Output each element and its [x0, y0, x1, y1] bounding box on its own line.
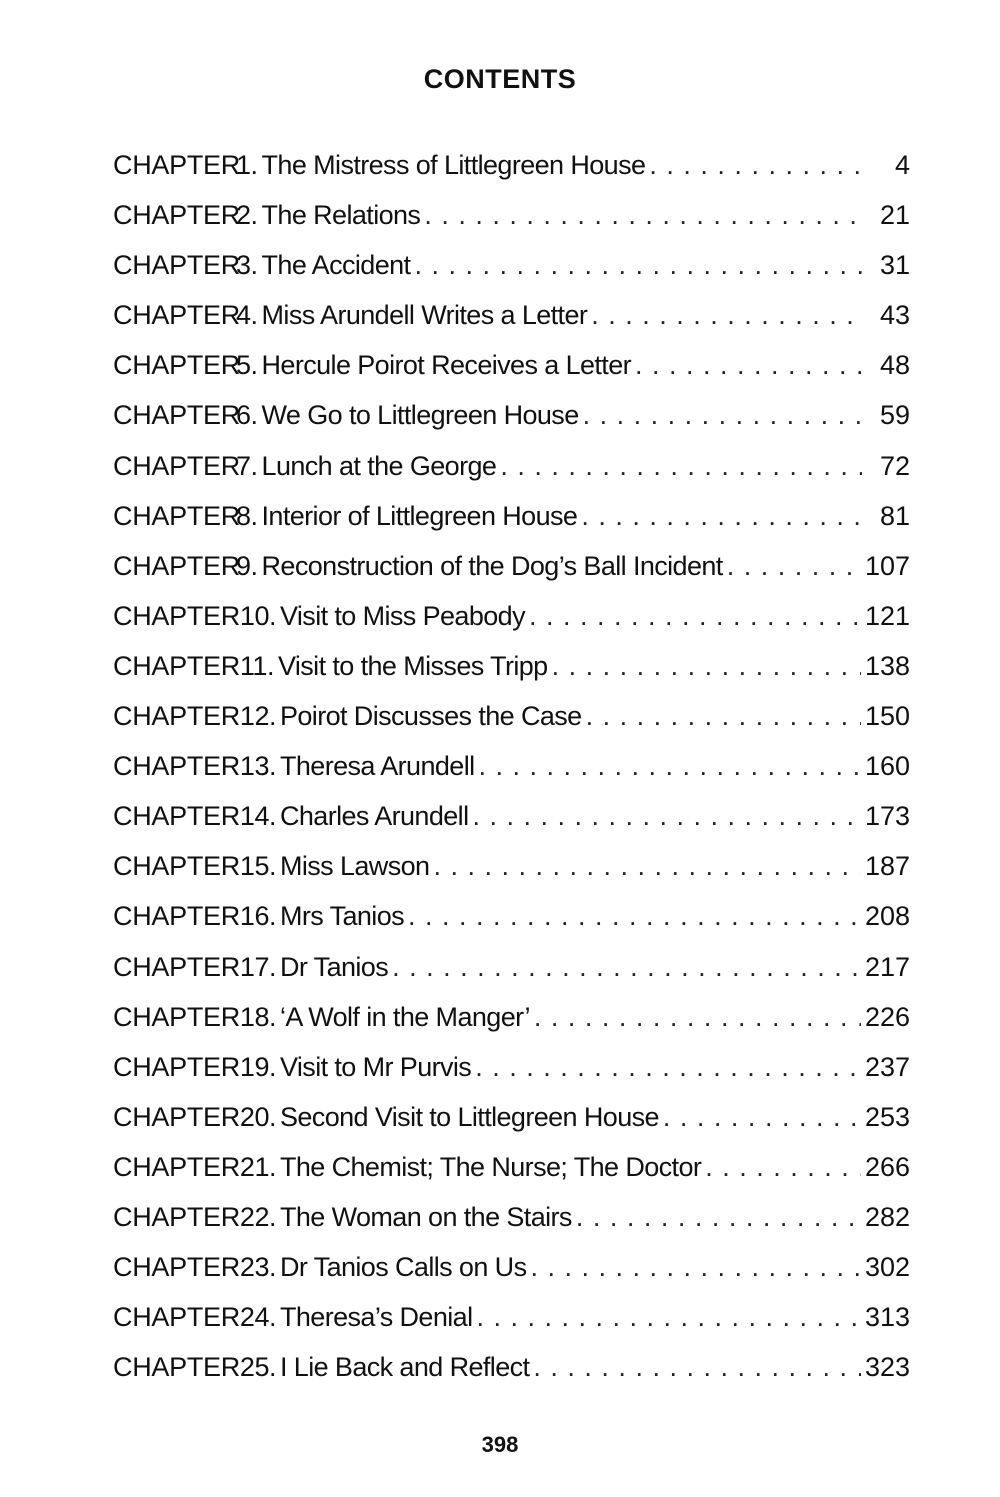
chapter-page-number: 160 — [864, 751, 910, 782]
chapter-title: Hercule Poirot Receives a Letter — [261, 350, 632, 381]
chapter-label: CHAPTER — [113, 250, 240, 281]
chapter-page-number: 121 — [864, 600, 910, 631]
dot-leader — [534, 992, 861, 1042]
chapter-page-number: 21 — [879, 200, 910, 231]
chapter-number: 5. — [236, 350, 258, 381]
chapter-number: 3. — [236, 250, 258, 281]
chapter-page-number: 237 — [864, 1051, 910, 1082]
chapter-page-number: 226 — [864, 1001, 910, 1032]
chapter-number: 10. — [239, 600, 276, 631]
chapter-page-number: 43 — [879, 300, 910, 331]
chapter-title: Theresa Arundell — [279, 751, 475, 782]
toc-entry — [113, 1242, 910, 1292]
toc-entry — [113, 240, 910, 290]
chapter-title: Mrs Tanios — [279, 901, 405, 932]
dot-leader — [576, 1192, 861, 1242]
chapter-title: Dr Tanios Calls on Us — [279, 1252, 527, 1283]
toc-entry — [113, 1342, 910, 1392]
chapter-title: Reconstruction of the Dog’s Ball Incident — [261, 550, 723, 581]
chapter-label: CHAPTER — [113, 1051, 240, 1082]
dot-leader — [705, 1142, 861, 1192]
toc-entry — [113, 741, 910, 791]
chapter-label: CHAPTER — [113, 1101, 240, 1132]
dot-leader — [727, 541, 861, 591]
dot-leader — [586, 691, 861, 741]
chapter-page-number: 208 — [864, 901, 910, 932]
contents-heading: CONTENTS — [423, 64, 577, 94]
chapter-label: CHAPTER — [113, 150, 240, 180]
chapter-label: CHAPTER — [113, 550, 240, 581]
chapter-title: Charles Arundell — [279, 801, 469, 832]
toc-entry — [113, 541, 910, 591]
toc-entry — [113, 1192, 910, 1242]
toc-entry — [113, 1142, 910, 1192]
toc-entry — [113, 591, 910, 641]
chapter-number: 1. — [236, 150, 258, 180]
chapter-page-number: 282 — [864, 1201, 910, 1232]
chapter-number: 6. — [236, 400, 258, 431]
chapter-label: CHAPTER — [113, 751, 240, 782]
chapter-title: Second Visit to Littlegreen House — [279, 1101, 659, 1132]
chapter-label: CHAPTER — [113, 1151, 240, 1182]
toc-entry — [113, 390, 910, 440]
dot-leader — [552, 641, 861, 691]
chapter-page-number: 217 — [864, 951, 910, 982]
chapter-label: CHAPTER — [113, 1352, 240, 1383]
chapter-label: CHAPTER — [113, 1302, 240, 1333]
chapter-label: CHAPTER — [113, 951, 240, 982]
chapter-number: 22. — [239, 1201, 276, 1232]
chapter-label: CHAPTER — [113, 450, 240, 481]
toc-entry — [113, 340, 910, 390]
chapter-number: 18. — [239, 1001, 276, 1032]
chapter-title: We Go to Littlegreen House — [261, 400, 579, 431]
chapter-label: CHAPTER — [113, 1252, 240, 1283]
chapter-number: 8. — [236, 500, 258, 531]
chapter-title: ‘A Wolf in the Manger’ — [279, 1001, 530, 1032]
chapter-page-number: 253 — [864, 1101, 910, 1132]
chapter-label: CHAPTER — [113, 600, 240, 631]
chapter-title: Dr Tanios — [279, 951, 389, 982]
toc-entry — [113, 1292, 910, 1342]
table-of-contents — [113, 140, 910, 1392]
chapter-label: CHAPTER — [113, 650, 240, 681]
dot-leader — [424, 190, 862, 240]
chapter-page-number: 302 — [864, 1252, 910, 1283]
chapter-label: CHAPTER — [113, 801, 240, 832]
dot-leader — [533, 1342, 861, 1392]
toc-entry — [113, 441, 910, 491]
chapter-title: Visit to the Misses Tripp — [277, 650, 548, 681]
chapter-label: CHAPTER — [113, 851, 240, 882]
dot-leader — [591, 290, 862, 340]
chapter-number: 2. — [236, 200, 258, 231]
chapter-page-number: 313 — [864, 1302, 910, 1333]
dot-leader — [472, 791, 860, 841]
chapter-label: CHAPTER — [113, 500, 240, 531]
chapter-page-number: 173 — [864, 801, 910, 832]
chapter-number: 16. — [239, 901, 276, 932]
chapter-number: 4. — [236, 300, 258, 331]
chapter-number: 7. — [236, 450, 258, 481]
chapter-number: 15. — [239, 851, 276, 882]
chapter-title: I Lie Back and Reflect — [279, 1352, 530, 1383]
toc-entry — [113, 942, 910, 992]
toc-entry — [113, 841, 910, 891]
dot-leader — [392, 942, 861, 992]
toc-entry — [113, 691, 910, 741]
toc-entry — [113, 641, 910, 691]
chapter-title: Visit to Miss Peabody — [279, 600, 525, 631]
chapter-number: 20. — [239, 1101, 276, 1132]
dot-leader — [529, 591, 861, 641]
chapter-title: The Mistress of Littlegreen House — [261, 150, 646, 180]
dot-leader — [583, 390, 862, 440]
toc-entry — [113, 491, 910, 541]
chapter-title: Lunch at the George — [261, 450, 497, 481]
toc-entry — [113, 1042, 910, 1092]
toc-entry — [113, 190, 910, 240]
dot-leader — [476, 1292, 860, 1342]
dot-leader — [663, 1092, 861, 1142]
chapter-page-number: 266 — [864, 1151, 910, 1182]
dot-leader — [635, 340, 862, 390]
chapter-label: CHAPTER — [113, 901, 240, 932]
chapter-page-number: 72 — [879, 450, 910, 481]
toc-entry — [113, 1092, 910, 1142]
chapter-title: Interior of Littlegreen House — [261, 500, 578, 531]
chapter-number: 23. — [239, 1252, 276, 1283]
chapter-number: 19. — [239, 1051, 276, 1082]
chapter-label: CHAPTER — [113, 300, 240, 331]
chapter-label: CHAPTER — [113, 200, 240, 231]
chapter-page-number: 31 — [879, 250, 910, 281]
chapter-title: Miss Lawson — [279, 851, 430, 882]
chapter-page-number: 48 — [879, 350, 910, 381]
chapter-label: CHAPTER — [113, 400, 240, 431]
chapter-page-number: 107 — [864, 550, 910, 581]
chapter-number: 13. — [239, 751, 276, 782]
chapter-number: 24. — [239, 1302, 276, 1333]
chapter-number: 14. — [239, 801, 276, 832]
chapter-title: Theresa’s Denial — [279, 1302, 473, 1333]
dot-leader — [581, 491, 862, 541]
toc-entry — [113, 891, 910, 941]
dot-leader — [475, 1042, 861, 1092]
page-number: 398 — [481, 1432, 519, 1457]
toc-entry — [113, 290, 910, 340]
toc-entry — [113, 791, 910, 841]
dot-leader — [500, 441, 862, 491]
chapter-label: CHAPTER — [113, 1201, 240, 1232]
chapter-page-number: 323 — [864, 1352, 910, 1383]
chapter-number: 11. — [239, 650, 274, 681]
chapter-title: The Relations — [261, 200, 421, 231]
chapter-page-number: 81 — [879, 500, 910, 531]
dot-leader — [408, 891, 861, 941]
chapter-number: 25. — [239, 1352, 276, 1383]
dot-leader — [414, 240, 862, 290]
chapter-number: 9. — [236, 550, 258, 581]
chapter-number: 17. — [239, 951, 276, 982]
dot-leader — [530, 1242, 860, 1292]
chapter-label: CHAPTER — [113, 350, 240, 381]
chapter-number: 21. — [239, 1151, 276, 1182]
dot-leader — [433, 841, 861, 891]
chapter-number: 12. — [239, 701, 276, 732]
chapter-title: Visit to Mr Purvis — [279, 1051, 472, 1082]
toc-entry — [113, 992, 910, 1042]
chapter-title: Poirot Discusses the Case — [279, 701, 582, 732]
chapter-page-number: 187 — [864, 851, 910, 882]
chapter-page-number: 150 — [864, 701, 910, 732]
chapter-label: CHAPTER — [113, 1001, 240, 1032]
toc-entry — [113, 140, 910, 190]
chapter-page-number: 4 — [894, 150, 910, 180]
dot-leader — [479, 741, 861, 791]
chapter-title: Miss Arundell Writes a Letter — [261, 300, 588, 331]
chapter-title: The Woman on the Stairs — [279, 1201, 572, 1232]
chapter-page-number: 138 — [864, 650, 910, 681]
chapter-title: The Chemist; The Nurse; The Doctor — [279, 1151, 702, 1182]
chapter-page-number: 59 — [879, 400, 910, 431]
chapter-label: CHAPTER — [113, 701, 240, 732]
chapter-title: The Accident — [261, 250, 411, 281]
dot-leader — [649, 140, 862, 190]
